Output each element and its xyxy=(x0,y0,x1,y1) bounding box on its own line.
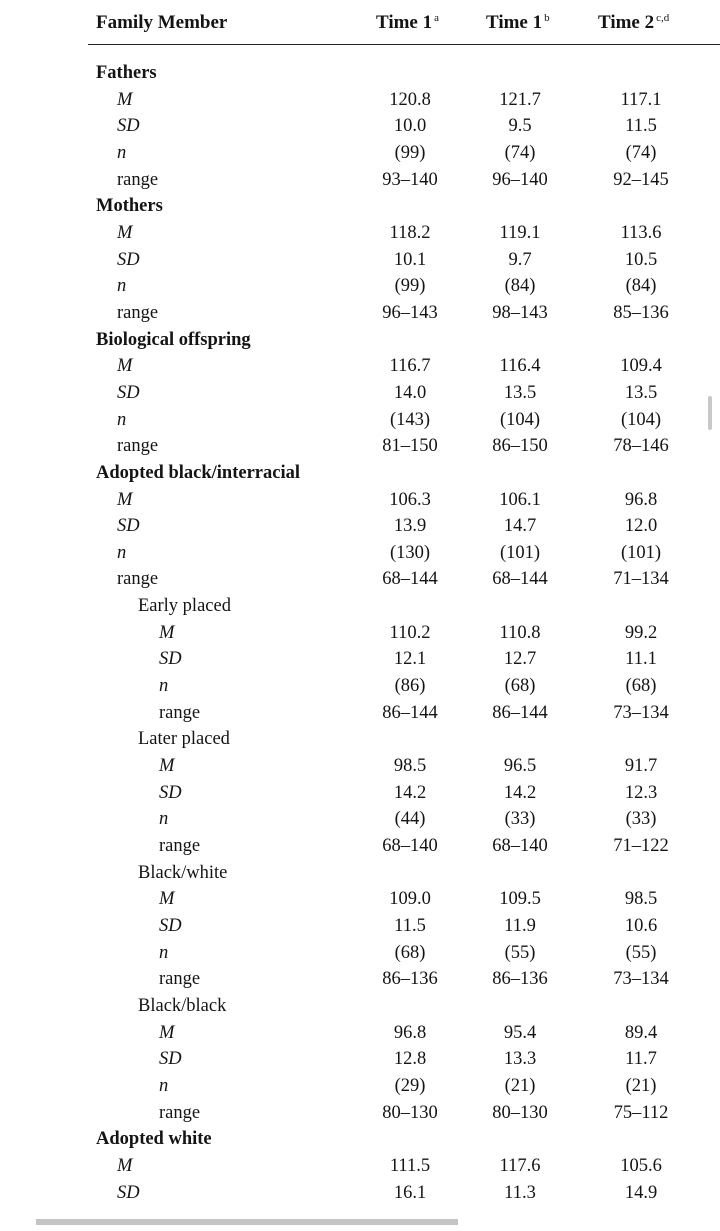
table-cell: (21) xyxy=(504,1075,536,1096)
footnote-marker-cd: c,d xyxy=(656,12,670,24)
table-cell: 68–144 xyxy=(382,569,438,590)
header-family-member: Family Member xyxy=(96,12,228,33)
table-cell: 11.5 xyxy=(394,916,426,936)
table-cell: 86–144 xyxy=(492,702,548,723)
table-cell: 93–140 xyxy=(382,169,438,190)
footnote-marker-b: b xyxy=(544,12,550,24)
row-label: SD xyxy=(117,116,140,137)
table-cell: (99) xyxy=(394,142,426,163)
table-cell: 81–150 xyxy=(382,436,438,457)
table-row xyxy=(0,886,720,913)
table-cell: 98–143 xyxy=(492,302,548,323)
group-heading-row xyxy=(0,60,720,87)
table-row xyxy=(0,140,720,167)
row-label: n xyxy=(117,542,127,563)
subgroup-heading-row xyxy=(0,993,720,1020)
row-label: n xyxy=(159,942,169,963)
subgroup-label: Later placed xyxy=(138,729,230,750)
table-cell: 109.4 xyxy=(620,356,662,377)
table-cell: 78–146 xyxy=(613,436,669,457)
row-label: n xyxy=(159,1075,169,1096)
row-label: range xyxy=(117,436,159,457)
table-cell: 109.0 xyxy=(389,889,431,910)
row-label: SD xyxy=(117,1182,140,1203)
table-cell: 75–112 xyxy=(613,1102,669,1123)
table-cell: 116.4 xyxy=(499,356,541,377)
group-heading-row xyxy=(0,193,720,220)
group-heading-row xyxy=(0,327,720,354)
table-cell: 71–134 xyxy=(613,569,669,590)
table-cell: 68–140 xyxy=(492,836,548,857)
subgroup-label: Black/black xyxy=(138,995,227,1016)
table-cell: 95.4 xyxy=(503,1022,537,1043)
table-row xyxy=(0,167,720,194)
table-cell: (84) xyxy=(504,276,536,297)
table-cell: (68) xyxy=(504,676,536,697)
table-cell: 12.1 xyxy=(393,649,427,670)
table-cell: 9.5 xyxy=(508,116,532,137)
table-cell: 109.5 xyxy=(499,889,541,910)
table-cell: 16.1 xyxy=(393,1182,427,1203)
table-cell: (55) xyxy=(625,942,657,963)
table-cell: 106.3 xyxy=(389,489,431,510)
table-cell: (68) xyxy=(625,676,657,697)
table-cell: 10.0 xyxy=(393,116,427,137)
group-label: Adopted black/interracial xyxy=(96,462,301,483)
table-cell: 14.0 xyxy=(393,382,427,403)
table-cell: (68) xyxy=(394,942,426,963)
subgroup-heading-row xyxy=(0,593,720,620)
table-row xyxy=(0,407,720,434)
table-row xyxy=(0,913,720,940)
table-row xyxy=(0,1046,720,1073)
subgroup-heading-row xyxy=(0,726,720,753)
table-row xyxy=(0,220,720,247)
row-label: range xyxy=(159,1102,201,1123)
table-cell: 118.2 xyxy=(389,222,431,243)
row-label: M xyxy=(117,1155,133,1176)
table-cell: 86–136 xyxy=(382,969,438,990)
table-cell: 86–136 xyxy=(492,969,548,990)
table-cell: 99.2 xyxy=(624,622,658,643)
row-label: M xyxy=(159,756,175,777)
footnote-marker-a: a xyxy=(434,12,440,24)
table-row xyxy=(0,566,720,593)
header-time2-label: Time 2 xyxy=(598,12,655,33)
table-cell: (130) xyxy=(389,542,431,563)
row-label: n xyxy=(117,409,127,430)
row-label: SD xyxy=(117,382,140,403)
table-cell: 10.1 xyxy=(393,249,427,270)
row-label: M xyxy=(159,1022,175,1043)
row-label: range xyxy=(159,969,201,990)
table-row xyxy=(0,780,720,807)
subgroup-label: Black/white xyxy=(138,862,228,883)
table-cell: (101) xyxy=(499,542,541,563)
table-cell: 91.7 xyxy=(624,756,658,777)
table-cell: 14.9 xyxy=(624,1182,658,1203)
table-row xyxy=(0,940,720,967)
group-heading-row xyxy=(0,460,720,487)
table-cell: 98.5 xyxy=(393,756,427,777)
table-cell: 12.7 xyxy=(503,649,537,670)
table-cell: (86) xyxy=(394,676,426,697)
table-cell: 92–145 xyxy=(613,169,669,190)
table-cell: 11.3 xyxy=(504,1182,536,1203)
table-cell: (101) xyxy=(620,542,662,563)
header-time1-a-label: Time 1 xyxy=(376,12,433,33)
table-cell: 116.7 xyxy=(389,356,431,377)
row-label: range xyxy=(117,302,159,323)
table-cell: 9.7 xyxy=(508,249,532,270)
table-cell: 96.8 xyxy=(624,489,658,510)
table-cell: 85–136 xyxy=(613,302,669,323)
table-row xyxy=(0,1020,720,1047)
table-cell: 10.5 xyxy=(624,249,658,270)
row-label: SD xyxy=(159,782,182,803)
table-cell: 96.5 xyxy=(503,756,537,777)
table-header xyxy=(0,12,720,40)
table-cell: 11.1 xyxy=(625,649,657,670)
table-cell: 14.7 xyxy=(503,516,537,537)
table-row xyxy=(0,833,720,860)
table-cell: (55) xyxy=(504,942,536,963)
table-cell: 110.8 xyxy=(499,622,541,643)
table-cell: (29) xyxy=(394,1075,426,1096)
table-cell: (143) xyxy=(389,409,431,430)
table-cell: (99) xyxy=(394,276,426,297)
table-row xyxy=(0,1073,720,1100)
table-row xyxy=(0,87,720,114)
table-cell: (21) xyxy=(625,1075,657,1096)
subgroup-heading-row xyxy=(0,860,720,887)
row-label: SD xyxy=(159,649,182,670)
table-cell: (44) xyxy=(394,809,426,830)
table-row xyxy=(0,300,720,327)
table-cell: 13.5 xyxy=(624,382,658,403)
group-label: Fathers xyxy=(96,63,157,83)
row-label: n xyxy=(159,676,169,697)
group-heading-row xyxy=(0,1126,720,1153)
table-row xyxy=(0,353,720,380)
table-row xyxy=(0,113,720,140)
table-cell: 11.5 xyxy=(625,116,657,137)
table-cell: 73–134 xyxy=(613,969,669,990)
row-label: M xyxy=(117,489,133,510)
table-row xyxy=(0,1100,720,1127)
table-cell: 68–140 xyxy=(382,836,438,857)
table-row xyxy=(0,646,720,673)
table-cell: 12.0 xyxy=(624,516,658,537)
table-cell: 96.8 xyxy=(393,1022,427,1043)
table-cell: 89.4 xyxy=(624,1022,658,1043)
table-cell: 121.7 xyxy=(499,89,541,110)
table-cell: 71–122 xyxy=(613,836,669,857)
table-cell: 117.6 xyxy=(499,1155,541,1176)
table-cell: 13.9 xyxy=(393,516,427,537)
row-label: range xyxy=(117,569,159,590)
table-cell: 11.7 xyxy=(625,1049,657,1070)
table-cell: 111.5 xyxy=(389,1155,431,1176)
table-cell: 86–144 xyxy=(382,702,438,723)
table-cell: 13.3 xyxy=(503,1049,537,1070)
table-cell: (104) xyxy=(499,409,541,430)
row-label: range xyxy=(117,169,159,190)
table-row xyxy=(0,753,720,780)
table-cell: (74) xyxy=(625,142,657,163)
table-cell: 98.5 xyxy=(624,889,658,910)
row-label: range xyxy=(159,702,201,723)
table-cell: 80–130 xyxy=(382,1102,438,1123)
group-label: Adopted white xyxy=(96,1129,212,1150)
subgroup-label: Early placed xyxy=(138,596,231,617)
header-time1-b xyxy=(486,12,550,34)
table-cell: 117.1 xyxy=(620,89,662,110)
table-row xyxy=(0,620,720,647)
table-cell: 105.6 xyxy=(620,1155,662,1176)
table-cell: (74) xyxy=(504,142,536,163)
row-label: SD xyxy=(117,516,140,537)
table-row xyxy=(0,273,720,300)
table-cell: 86–150 xyxy=(492,436,548,457)
table-cell: (84) xyxy=(625,276,657,297)
table-cell: 80–130 xyxy=(492,1102,548,1123)
table-cell: 113.6 xyxy=(620,222,662,243)
header-rule xyxy=(88,44,720,45)
header-time1-b-label: Time 1 xyxy=(486,12,543,33)
table-row xyxy=(0,247,720,274)
row-label: range xyxy=(159,836,201,857)
table-cell: 13.5 xyxy=(503,382,537,403)
table-cell: 68–144 xyxy=(492,569,548,590)
table-cell: 10.6 xyxy=(624,916,658,936)
row-label: M xyxy=(159,622,175,643)
table-cell: 120.8 xyxy=(389,89,431,110)
horizontal-scrollbar-thumb[interactable] xyxy=(36,1219,458,1225)
row-label: n xyxy=(117,142,127,163)
table-cell: 12.3 xyxy=(624,782,658,803)
row-label: n xyxy=(159,809,169,830)
table-cell: (33) xyxy=(504,809,536,830)
table-cell: (104) xyxy=(620,409,662,430)
table-cell: 14.2 xyxy=(393,782,427,803)
table-row xyxy=(0,513,720,540)
table-row xyxy=(0,673,720,700)
table-row xyxy=(0,540,720,567)
vertical-scrollbar-thumb[interactable] xyxy=(708,396,712,430)
row-label: SD xyxy=(117,249,140,270)
table-row xyxy=(0,1180,720,1207)
table-row xyxy=(0,700,720,727)
row-label: M xyxy=(159,889,175,910)
row-label: n xyxy=(117,276,127,297)
table-cell: 119.1 xyxy=(499,222,541,243)
table-row xyxy=(0,487,720,514)
table-cell: 106.1 xyxy=(499,489,541,510)
header-time2 xyxy=(598,12,669,34)
table-cell: 12.8 xyxy=(393,1049,427,1070)
group-label: Mothers xyxy=(96,196,163,217)
row-label: SD xyxy=(159,1049,182,1070)
row-label: M xyxy=(117,222,133,243)
table-cell: 96–140 xyxy=(492,169,548,190)
table-row xyxy=(0,1153,720,1180)
row-label: M xyxy=(117,356,133,377)
row-label: SD xyxy=(159,916,182,936)
table-cell: 110.2 xyxy=(389,622,431,643)
table-cell: 14.2 xyxy=(503,782,537,803)
table-row xyxy=(0,966,720,993)
table-body xyxy=(0,60,720,1206)
table-row xyxy=(0,433,720,460)
table-cell: 11.9 xyxy=(504,916,536,936)
table-cell: (33) xyxy=(625,809,657,830)
group-label: Biological offspring xyxy=(96,329,251,350)
table-cell: 96–143 xyxy=(382,302,438,323)
table-row xyxy=(0,380,720,407)
table-row xyxy=(0,806,720,833)
table-cell: 73–134 xyxy=(613,702,669,723)
row-label: M xyxy=(117,89,133,110)
header-time1-a xyxy=(376,12,439,34)
